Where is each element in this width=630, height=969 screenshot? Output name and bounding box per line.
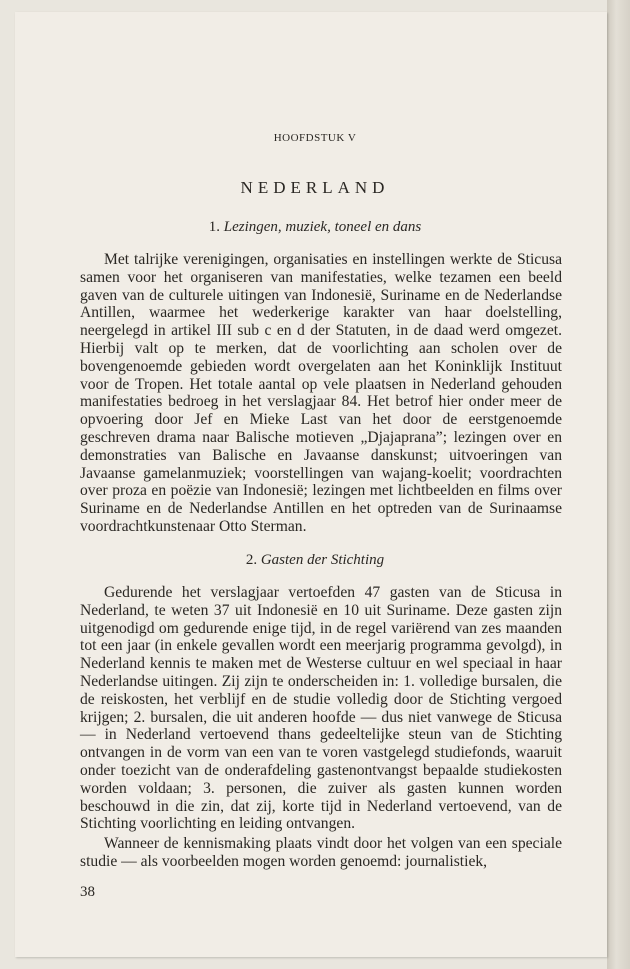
section-1-paragraph: Met talrijke verenigingen, organisaties en instellingen werkte de Sticusa samen voor het organiseren van manifestaties, welke tezamen een beeld gaven van de culturele uitingen van Indonesië, Suriname en de Nederlandse Antillen, waarmee het wederkerige karakter van haar doelstelling, neergelegd in artikel III sub c en d der Statuten, in de daad werd omgezet. Hierbij valt op te merken, dat de voorlichting aan scholen over de bovengenoemde gebieden wordt overgelaten aan het Koninklijk Instituut voor de Tropen. Het totale aantal op vele plaatsen in Nederland gehouden manifestaties bedroeg in het verslagjaar 84. Het betrof hier onder meer de opvoering door Jef en Mieke Last van het door de eerstgenoemde geschreven drama naar Balische motieven „Djajaprana”; lezingen over en demonstraties van Balische en Javaanse danskunst; uitvoeringen van Javaanse gamelanmuziek; voorstellingen van wajang-koelit; voordrachten over proza en poëzie van Indonesië; lezingen met lichtbeelden en films over Suriname en de Nederlandse Antillen en het optreden van de Surinaamse voordrachtkunstenaar Otto Sterman. [80, 251, 562, 535]
section-2-heading [0, 552, 630, 569]
section-2-number: 2. [245, 552, 258, 568]
page-number: 38 [80, 884, 95, 900]
section-1-heading [0, 219, 630, 236]
section-2-paragraph-2: Wanneer de kennismaking plaats vindt door het volgen van een speciale studie — als voorbeelden mogen worden genoemd: journalistiek, [80, 835, 562, 870]
section-1-number: 1. [208, 219, 221, 235]
section-1-title: Lezingen, muziek, toneel en dans [223, 219, 422, 235]
section-2-title: Gasten der Stichting [260, 552, 385, 568]
chapter-title: NEDERLAND [240, 178, 390, 197]
book-spine-edge [607, 0, 630, 969]
section-2-paragraph-1: Gedurende het verslagjaar vertoefden 47 gasten van de Sticusa in Nederland, te weten 37 uit Indonesië en 10 uit Suriname. Deze gasten zijn uitgenodigd om gedurende enige tijd, in de regel variërend van zes maanden tot een jaar (in enkele gevallen wordt een meerjarig programma gevolgd), in Nederland kennis te maken met de Westerse cultuur en wel speciaal in haar Nederlandse uitingen. Zij zijn te onderscheiden in: 1. volledige bursalen, die de reiskosten, het verblijf en de studie volledig door de Stichting vergoed krijgen; 2. bursalen, die uit anderen hoofde — dus niet vanwege de Sticusa — in Nederland vertoevend thans gedeeltelijke steun van de Stichting ontvangen in de vorm van een van te voren vastgelegd studiefonds, waaruit onder toezicht van de onderafdeling gastenontvangst bepaalde studiekosten worden voldaan; 3. personen, die zuiver als gasten kunnen worden beschouwd in die zin, dat zij, korte tijd in Nederland vertoevend, van de Stichting voorlichting en leiding ontvangen. [80, 584, 562, 833]
chapter-label: HOOFDSTUK V [273, 132, 357, 144]
